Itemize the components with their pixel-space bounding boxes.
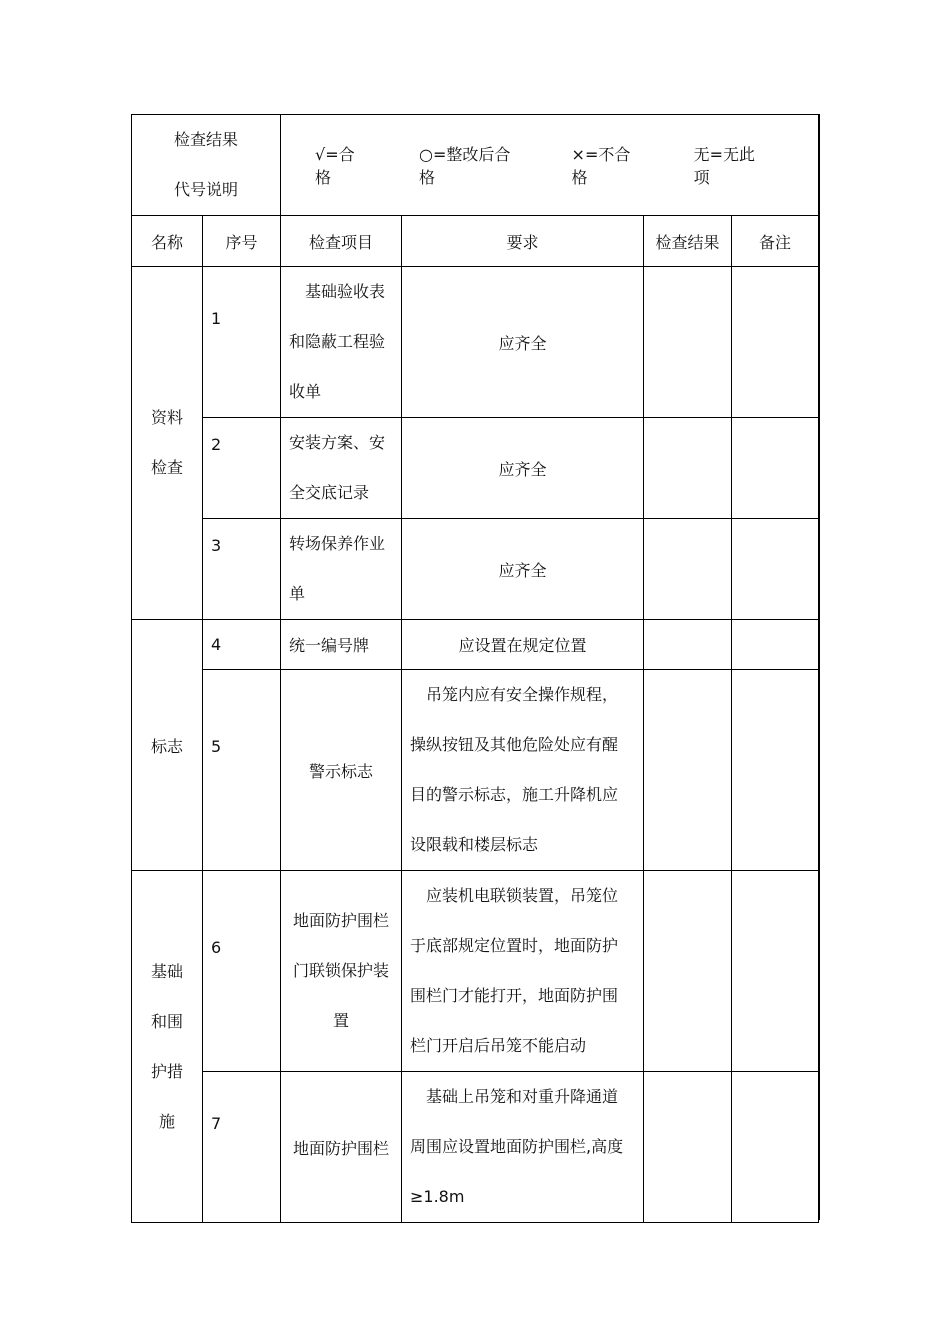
row-no-cell (203, 1072, 281, 1223)
requirement-line: 围栏门才能打开，地面防护围 (410, 986, 619, 1005)
col-header-name: 名称 (132, 216, 203, 267)
requirement-line: 基础上吊笼和对重升降通道 (426, 1087, 619, 1106)
col-header-no: 序号 (203, 216, 281, 267)
result-cell[interactable] (644, 620, 732, 670)
group-name-line: 和围 (150, 1011, 183, 1031)
remark-cell[interactable] (732, 1072, 819, 1223)
item-line: 地面防护围栏 (292, 911, 389, 930)
col-header-requirement: 要求 (402, 216, 644, 267)
requirement-line: 周围应设置地面防护围栏,高度 (410, 1137, 624, 1156)
remark-cell[interactable] (732, 670, 819, 871)
requirement-line: 吊笼内应有安全操作规程， (426, 685, 619, 704)
item-cell: 警示标志 (281, 670, 402, 871)
group-name-line: 资料 (150, 408, 183, 427)
remark-cell[interactable] (732, 871, 819, 1072)
requirement-line: 栏门开启后吊笼不能启动 (410, 1036, 587, 1055)
group-name-line: 护措 (150, 1061, 183, 1081)
table-row (132, 620, 819, 670)
row-no-cell (203, 267, 281, 418)
legend-cell (281, 115, 819, 216)
table-row (132, 871, 819, 1072)
result-cell[interactable] (644, 519, 732, 620)
legend-row (132, 115, 819, 216)
item-line: 基础验收表 (305, 282, 386, 301)
group-signs: 标志 (132, 620, 203, 871)
row-no: 1 (211, 309, 222, 328)
row-no: 5 (211, 737, 222, 756)
row-no-cell (203, 519, 281, 620)
group-name-line: 检查 (150, 458, 183, 477)
item-cell (281, 519, 402, 620)
requirement-line: 设限载和楼层标志 (410, 835, 539, 854)
col-header-remark: 备注 (732, 216, 819, 267)
legend-fixed: ○=整改后合格 (419, 145, 511, 187)
table-row (132, 670, 819, 871)
table-row (132, 267, 819, 418)
remark-cell[interactable] (732, 267, 819, 418)
requirement-line: 目的警示标志，施工升降机应 (410, 785, 619, 804)
requirement-cell: 应齐全 (402, 519, 644, 620)
table-row (132, 519, 819, 620)
item-line: 统一编号牌 (289, 636, 370, 655)
inspection-table (131, 114, 819, 1223)
requirement-cell: 应齐全 (402, 267, 644, 418)
code-label-line2: 代号说明 (173, 180, 238, 199)
item-cell (281, 620, 402, 670)
requirement-line: 于底部规定位置时，地面防护 (410, 936, 619, 955)
requirement-cell (402, 670, 644, 871)
item-line: 全交底记录 (289, 483, 370, 502)
requirement-line: ≥1.8m (410, 1187, 465, 1206)
requirement-cell (402, 871, 644, 1072)
item-cell: 地面防护围栏 (281, 1072, 402, 1223)
table-outer-border (819, 114, 820, 1220)
table-row (132, 1072, 819, 1223)
col-header-item: 检查项目 (281, 216, 402, 267)
result-cell[interactable] (644, 418, 732, 519)
requirement-line: 操纵按钮及其他危险处应有醒 (410, 735, 619, 754)
row-no: 3 (211, 536, 222, 555)
code-label-line1: 检查结果 (173, 130, 238, 149)
item-line: 安装方案、安 (289, 433, 386, 452)
row-no-cell (203, 670, 281, 871)
requirement-cell: 应齐全 (402, 418, 644, 519)
requirement-line: 应装机电联锁装置，吊笼位 (426, 886, 619, 905)
item-line: 和隐蔽工程验 (289, 332, 386, 351)
remark-cell[interactable] (732, 519, 819, 620)
group-foundation (132, 871, 203, 1223)
group-name-line: 施 (158, 1111, 175, 1131)
result-cell[interactable] (644, 871, 732, 1072)
result-cell[interactable] (644, 670, 732, 871)
legend-pass: √=合格 (315, 145, 355, 187)
result-cell[interactable] (644, 267, 732, 418)
code-label-cell (132, 115, 281, 216)
remark-cell[interactable] (732, 620, 819, 670)
row-no: 6 (211, 938, 222, 957)
item-line: 门联锁保护装 (292, 961, 389, 980)
table-row (132, 418, 819, 519)
remark-cell[interactable] (732, 418, 819, 519)
item-line: 转场保养作业 (289, 534, 386, 553)
item-line: 收单 (289, 382, 322, 401)
row-no-cell (203, 620, 281, 670)
item-cell (281, 871, 402, 1072)
requirement-cell (402, 1072, 644, 1223)
col-header-result: 检查结果 (644, 216, 732, 267)
group-materials (132, 267, 203, 620)
row-no: 4 (211, 635, 222, 654)
row-no: 2 (211, 435, 222, 454)
header-row (132, 216, 819, 267)
legend-fail: ×=不合格 (571, 145, 631, 187)
row-no: 7 (211, 1114, 222, 1133)
group-name-line: 基础 (150, 961, 183, 981)
item-line: 置 (332, 1011, 349, 1030)
legend-na: 无=无此项 (693, 145, 755, 187)
requirement-cell: 应设置在规定位置 (402, 620, 644, 670)
row-no-cell (203, 871, 281, 1072)
item-cell (281, 418, 402, 519)
item-line: 单 (289, 584, 306, 603)
row-no-cell (203, 418, 281, 519)
item-cell (281, 267, 402, 418)
result-cell[interactable] (644, 1072, 732, 1223)
